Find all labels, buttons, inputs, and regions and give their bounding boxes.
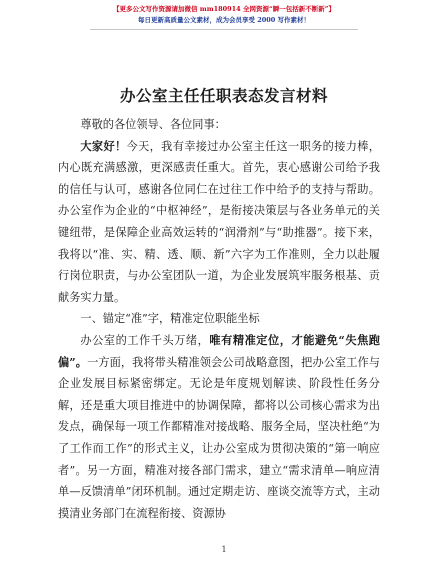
greeting-bold: 大家好！ [80, 138, 127, 153]
promo-banner-line1: 【更多公文写作资源请加微信 mm180914 全网资源“瞬一包括新不断新”】 [113, 5, 335, 13]
paragraph-section1-text-b: 一方面，我将带头精准领会公司战略意图，把办公室工作与企业发展目标紧密绑定。无论是年度规划解读、阶段性任务分解，还是重大项目推进中的协调保障，都将以公司核心需求为出发点，确保每一项工作都精准对接战略、服务全局，坚决杜绝“为了工作而工作”的形式主义，让办公室成为贯彻决策的“第一响应者”。另一方面，精准对接各部门需求，建立“需求清单—响应清单—反馈清单”闭环机制。通过定期走访、座谈交流等方式，主动摸清业务部门在流程衔接、资源协 [58, 355, 380, 520]
paragraph-section1 [58, 330, 380, 524]
paragraph-opening-text: 今天，我有幸接过办公室主任这一职务的接力棒，内心既充满感激，更深感责任重大。首先，衷心感谢公司给予我的信任与认可，感谢各位同仁在过往工作中给予的支持与帮助。办公室作为企业的“中枢神经”，是衔接决策层与各业务单元的关键纽带，是保障企业高效运转的“润滑剂”与“助推器”。接下来，我将以“准、实、精、透、顺、新”六字为工作准则，全力以赴履行岗位职责，与办公室团队一道，为企业发展筑牢服务根基、贡献务实力量。 [58, 139, 380, 304]
paragraph-opening [58, 136, 380, 309]
salutation: 尊敬的各位领导、各位同事： [80, 118, 226, 131]
document-title: 办公室主任任职表态发言材料 [119, 86, 328, 105]
promo-banner [90, 4, 358, 30]
paragraph-section1-bold: 唯有精准定位，才能避免“失焦跑偏”。 [58, 332, 380, 369]
paragraph-section1-text-a: 办公室的工作千头万绪， [80, 333, 210, 347]
document-body [58, 114, 380, 524]
section-heading-1: 一、锚定“准”字，精准定位职能坐标 [80, 312, 260, 326]
page-number: 1 [221, 545, 227, 554]
promo-banner-line2: 每日更新高质量公文素材，成为会员享受 2000 写作素材！ [137, 16, 311, 24]
